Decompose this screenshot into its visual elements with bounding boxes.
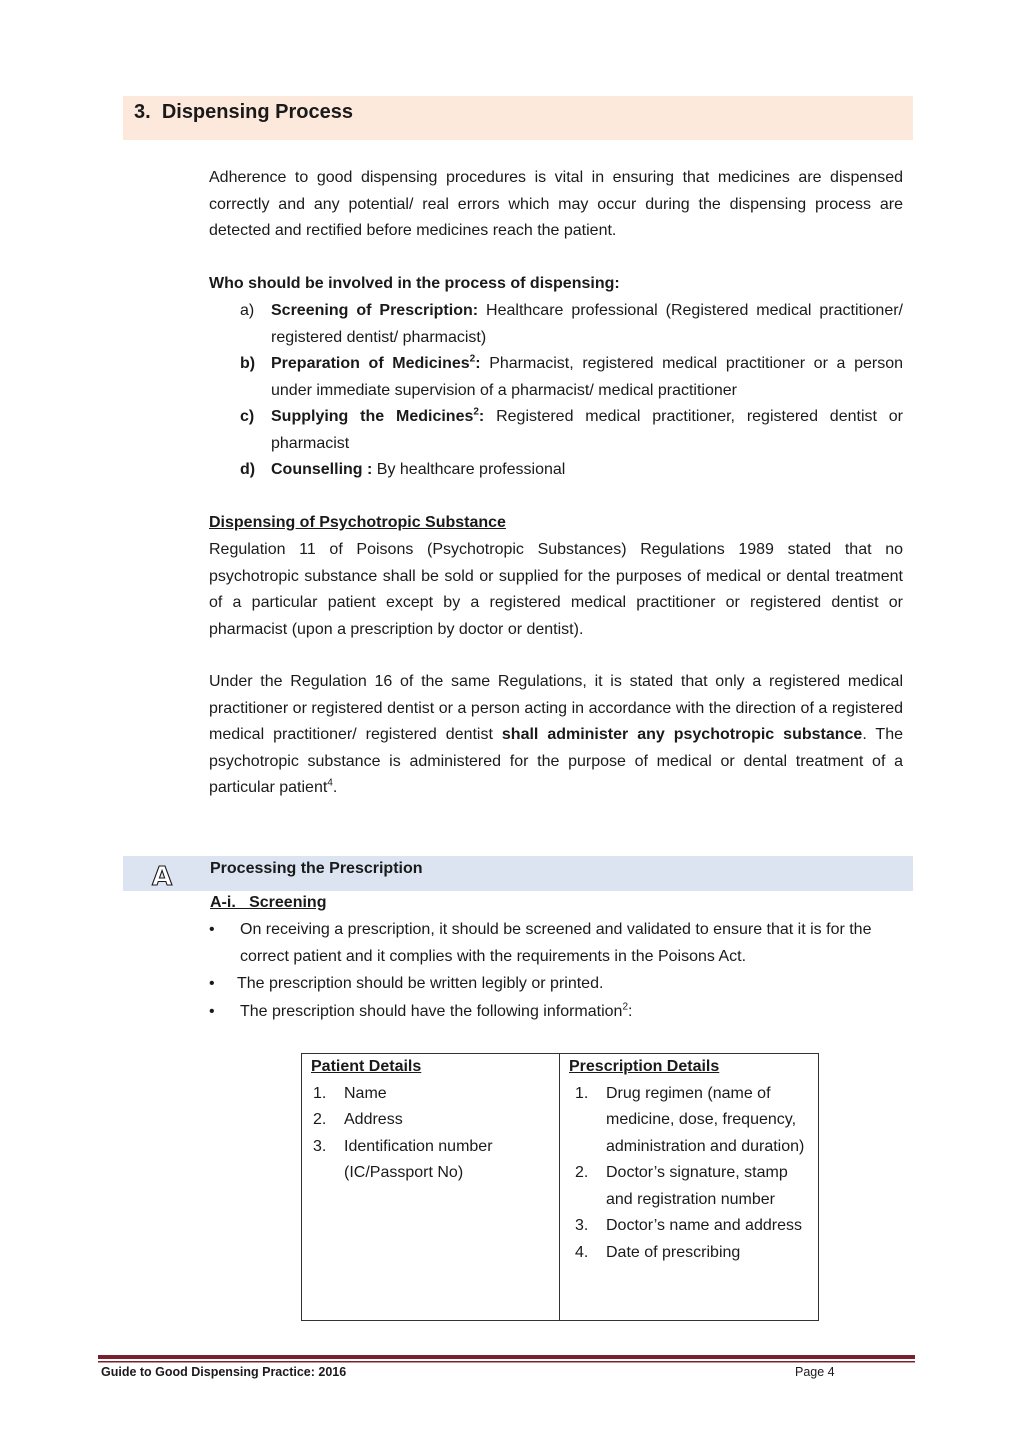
footer-title: Guide to Good Dispensing Practice: 2016 bbox=[101, 1365, 347, 1379]
bullet-text: The prescription should be written legibly or printed. bbox=[237, 975, 604, 992]
who-heading: Who should be involved in the process of dispensing: bbox=[209, 275, 620, 292]
list-marker: d) bbox=[240, 461, 256, 478]
prescription-details-cell bbox=[560, 1054, 819, 1321]
list-item: 2. Doctor’s signature, stamp and registration number bbox=[575, 1164, 788, 1208]
list-item: 1. Name bbox=[313, 1084, 387, 1102]
list-label: Counselling : bbox=[271, 461, 373, 478]
list-marker: a) bbox=[240, 302, 255, 319]
patient-details-heading: Patient Details bbox=[311, 1058, 422, 1075]
list-label: Screening of Prescription: bbox=[271, 302, 479, 319]
list-label: Preparation of Medicines bbox=[271, 355, 470, 372]
screening-heading: A-i. Screening bbox=[210, 894, 327, 911]
patient-details-cell bbox=[302, 1054, 560, 1321]
psychotropic-paragraph-2: Under the Regulation 16 of the same Regulations, it is stated that only a registered medical practitioner or registered dentist or a person acting in accordance with the direction of a registered medical practitioner/ registered dentist shall administer any psychotropic substance. The psychotropic substance is administered for the purpose of medical or dental treatment of a particular patient$^4$. bbox=[209, 673, 904, 796]
bullet-icon: • bbox=[209, 921, 215, 938]
list-item: 3. Identification number (IC/Passport No) bbox=[313, 1137, 493, 1181]
intro-paragraph: Adherence to good dispensing procedures is vital in ensuring that medicines are dispensed correctly and any potential/ real errors which may occur during the dispensing process are detected and rectified before medicines reach the patient. bbox=[209, 169, 903, 239]
list-item: b) Preparation of Medicines$^2$: Pharmacist, registered medical practitioner or a person under immediate supervision of a pharmacist/ medical practitioner bbox=[240, 351, 903, 404]
subsection-title: Processing the Prescription bbox=[210, 860, 423, 877]
list-text: By healthcare professional bbox=[372, 461, 566, 478]
list-item: 3. Doctor’s name and address bbox=[575, 1217, 802, 1234]
list-label: Supplying the Medicines bbox=[271, 408, 474, 425]
footnote-ref: 4 bbox=[327, 777, 333, 789]
list-marker: b) bbox=[240, 355, 256, 372]
list-text: Healthcare professional (Registered medical practitioner/ registered dentist/ pharmacist) bbox=[271, 302, 903, 346]
section-title: 3. Dispensing Process bbox=[134, 101, 353, 123]
letter-a-icon bbox=[151, 860, 173, 888]
list-item bbox=[240, 457, 903, 484]
prescription-info-table bbox=[301, 1053, 819, 1321]
list-item: 4. Date of prescribing bbox=[575, 1243, 741, 1261]
prescription-details-heading: Prescription Details bbox=[569, 1058, 720, 1075]
list-text: Registered medical practitioner, registered dentist or pharmacist bbox=[271, 408, 903, 452]
page-number: Page 4 bbox=[795, 1365, 835, 1379]
footer-rule bbox=[98, 1355, 915, 1364]
list-item: 2. Address bbox=[313, 1111, 403, 1128]
footnote-ref: 2 bbox=[473, 406, 479, 418]
list-marker: c) bbox=[240, 408, 255, 425]
psychotropic-paragraph-1: Regulation 11 of Poisons (Psychotropic Substances) Regulations 1989 stated that no psychotropic substance shall be sold or supplied for the purposes of medical or dental treatment of a particular patient except by a registered medical practitioner or registered dentist or pharmacist (upon a prescription by doctor or dentist). bbox=[209, 541, 903, 638]
svg-text:A: A bbox=[151, 862, 173, 888]
bullet-icon: • bbox=[209, 975, 215, 992]
list-item bbox=[240, 298, 903, 351]
list-text: Pharmacist, registered medical practitioner or a person under immediate supervision of a pharmacist/ medical practitioner bbox=[271, 355, 904, 399]
bullet-text: On receiving a prescription, it should be screened and validated to ensure that it is for the correct patient and it complies with the requirements in the Poisons Act. bbox=[240, 921, 872, 965]
psychotropic-heading: Dispensing of Psychotropic Substance bbox=[209, 514, 506, 531]
footnote-ref: 2 bbox=[469, 353, 476, 365]
list-item: 1. Drug regimen (name of medicine, dose, frequency, administration and duration) bbox=[575, 1084, 805, 1155]
bullet-text: The prescription should have the following information$^2$: bbox=[240, 1001, 633, 1020]
footnote-ref: 2 bbox=[622, 1001, 628, 1013]
bullet-icon: • bbox=[209, 1003, 215, 1020]
list-item: c) Supplying the Medicines$^2$: Registered medical practitioner, registered dentist or pharmacist bbox=[240, 404, 903, 457]
